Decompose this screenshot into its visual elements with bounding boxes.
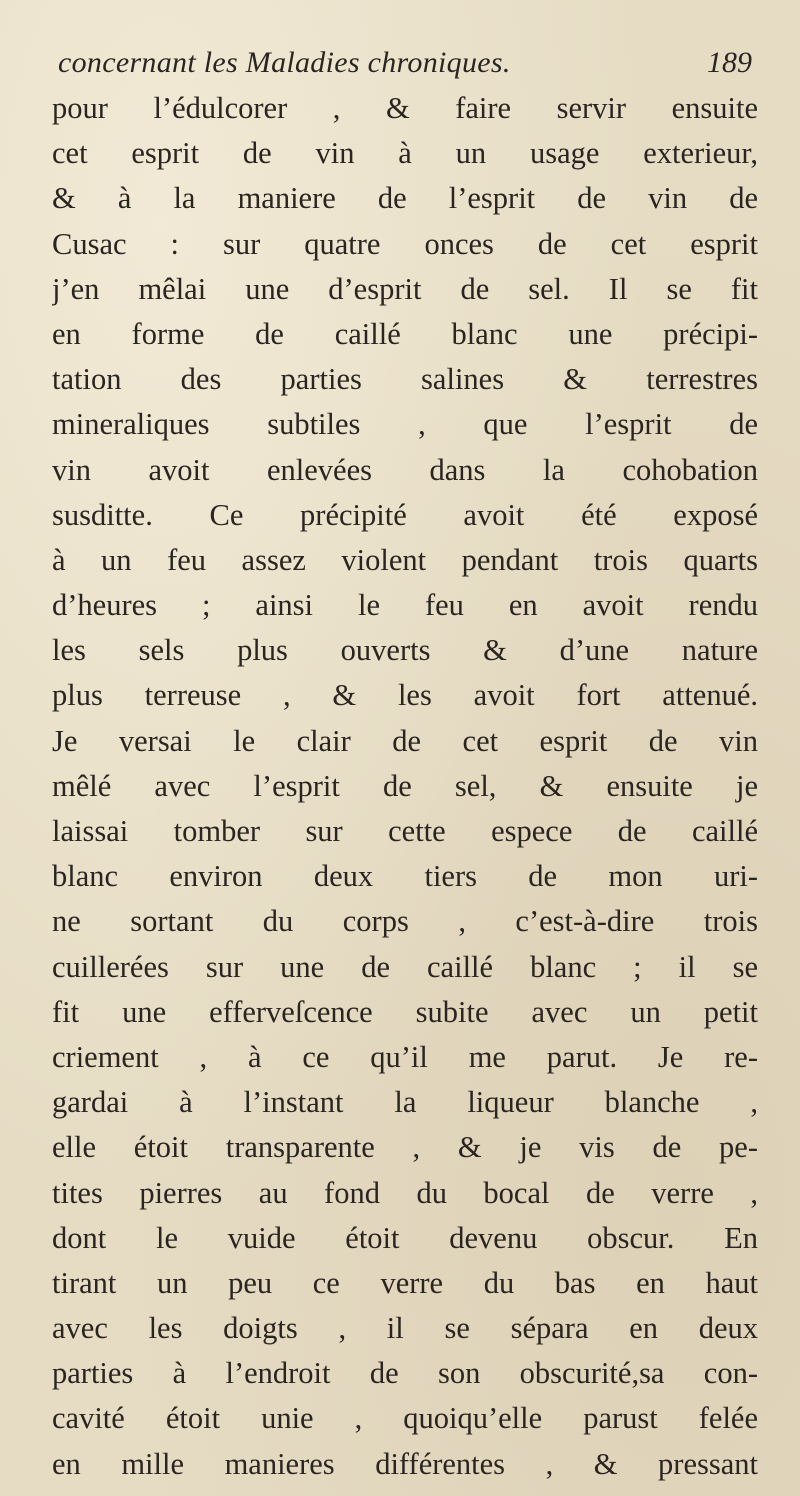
text-line: d’heures ; ainsi le feu en avoit rendu bbox=[52, 588, 758, 623]
text-line: avec les doigts , il se sépara en deux bbox=[52, 1311, 758, 1346]
text-line: tites pierres au fond du bocal de verre , bbox=[52, 1175, 758, 1210]
text-line: criement , à ce qu’il me parut. Je re- bbox=[52, 1039, 758, 1074]
text-line: les sels plus ouverts & d’une nature bbox=[52, 633, 758, 668]
text-line: cuillerées sur une de caillé blanc ; il se bbox=[52, 949, 758, 984]
text-line: fit une efferveſcence subite avec un petit bbox=[52, 994, 758, 1029]
text-line: vin avoit enlevées dans la cohobation bbox=[52, 452, 758, 487]
text-line: tirant un peu ce verre du bas en haut bbox=[52, 1265, 758, 1300]
page-number: 189 bbox=[707, 46, 752, 79]
text-line: susditte. Ce précipité avoit été exposé bbox=[52, 497, 758, 532]
text-line: Cusac : sur quatre onces de cet esprit bbox=[52, 226, 758, 261]
running-head bbox=[58, 40, 752, 86]
text-line: mineraliques subtiles , que l’esprit de bbox=[52, 407, 758, 442]
body-text bbox=[52, 86, 758, 1487]
text-line: cet esprit de vin à un usage exterieur, bbox=[52, 136, 758, 171]
text-line: tation des parties salines & terrestres bbox=[52, 362, 758, 397]
text-line: en forme de caillé blanc une précipi- bbox=[52, 316, 758, 351]
text-line: gardai à l’instant la liqueur blanche , bbox=[52, 1085, 758, 1120]
text-line: blanc environ deux tiers de mon uri- bbox=[52, 859, 758, 894]
text-line: à un feu assez violent pendant trois quarts bbox=[52, 542, 758, 577]
text-line: en mille manieres différentes , & pressant bbox=[52, 1446, 758, 1481]
text-line: mêlé avec l’esprit de sel, & ensuite je bbox=[52, 768, 758, 803]
text-line: ne sortant du corps , c’est-à-dire trois bbox=[52, 904, 758, 939]
text-line: elle étoit transparente , & je vis de pe- bbox=[52, 1130, 758, 1165]
text-line: dont le vuide étoit devenu obscur. En bbox=[52, 1220, 758, 1255]
text-line: cavité étoit unie , quoiqu’elle parust felée bbox=[52, 1401, 758, 1436]
text-line: pour l’édulcorer , & faire servir ensuite bbox=[52, 91, 758, 125]
text-line: & à la maniere de l’esprit de vin de bbox=[52, 181, 758, 216]
text-line: j’en mêlai une d’esprit de sel. Il se fit bbox=[52, 271, 758, 306]
text-line: laissai tomber sur cette espece de caillé bbox=[52, 814, 758, 848]
text-line: Je versai le clair de cet esprit de vin bbox=[52, 723, 758, 758]
running-title: concernant les Maladies chroniques. bbox=[58, 46, 511, 79]
text-line: plus terreuse , & les avoit fort attenué. bbox=[52, 678, 758, 713]
text-line: parties à l’endroit de son obscurité,sa con- bbox=[52, 1356, 758, 1391]
